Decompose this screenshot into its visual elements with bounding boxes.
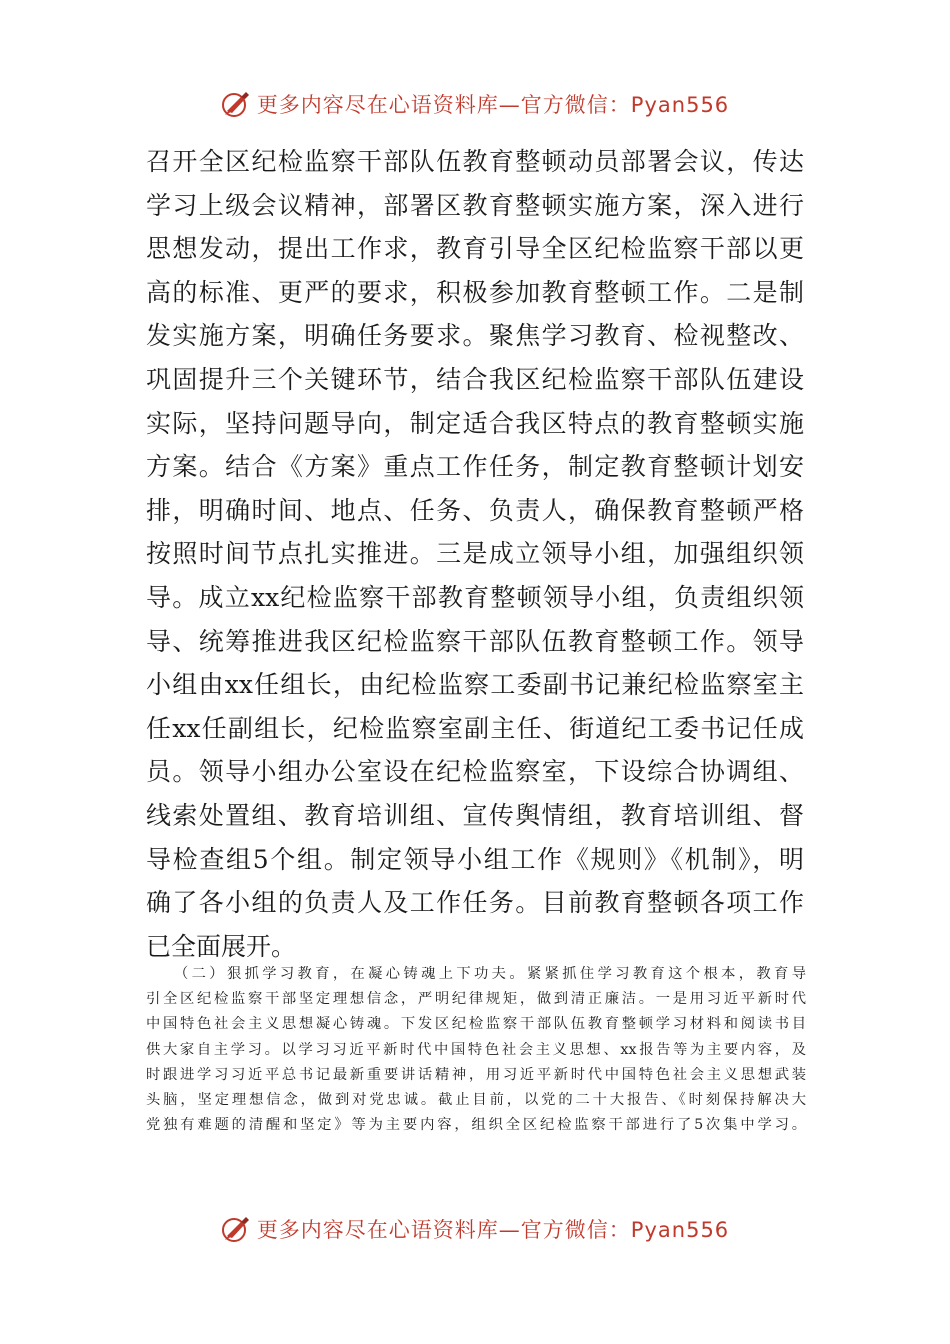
text-line: 排，明确时间、地点、任务、负责人，确保教育整顿严格 xyxy=(146,495,804,525)
text-line: 员。领导小组办公室设在纪检监察室，下设综合协调组、 xyxy=(146,757,804,787)
text-line: 时跟进学习习近平总书记最新重要讲话精神，用习近平新时代中国特色社会主义思想武装 xyxy=(146,1066,806,1083)
text-line: 召开全区纪检监察干部队伍教育整顿动员部署会议，传达 xyxy=(146,147,804,176)
text-line: 导、统筹推进我区纪检监察干部队伍教育整顿工作。领导 xyxy=(146,626,804,656)
text-line: 头脑，坚定理想信念，做到对党忠诚。截止目前，以党的二十大报告、《时刻保持解决大 xyxy=(146,1091,806,1108)
text-line: 思想发动，提出工作求，教育引导全区纪检监察干部以更 xyxy=(146,234,804,264)
pen-writing-icon xyxy=(221,89,251,119)
text-line: 实际，坚持问题导向，制定适合我区特点的教育整顿实施 xyxy=(146,408,804,438)
text-line: 中国特色社会主义思想凝心铸魂。下发区纪检监察干部队伍教育整顿学习材料和阅读书目 xyxy=(146,1016,806,1033)
section-paragraph xyxy=(146,962,806,1138)
text-line: 导。成立xx纪检监察干部教育整顿领导小组，负责组织领 xyxy=(146,582,804,612)
text-line: 供大家自主学习。以学习习近平新时代中国特色社会主义思想、xx报告等为主要内容，及 xyxy=(146,1041,806,1058)
text-line: 线索处置组、教育培训组、宣传舆情组，教育培训组、督 xyxy=(146,800,804,830)
text-line: 任xx任副组长，纪检监察室副主任、街道纪工委书记任成 xyxy=(146,713,804,743)
text-line: 已全面展开。 xyxy=(146,931,297,961)
text-line: 导检查组5个组。制定领导小组工作《规则》《机制》，明 xyxy=(146,844,804,874)
text-line: 高的标准、更严的要求，积极参加教育整顿工作。二是制 xyxy=(146,277,804,307)
footer-banner xyxy=(0,1207,950,1251)
text-line: 小组由xx任组长，由纪检监察工委副书记兼纪检监察室主 xyxy=(146,670,804,700)
banner-text: 更多内容尽在心语资料库—官方微信：Pyan556 xyxy=(256,93,730,117)
banner-text: 更多内容尽在心语资料库—官方微信：Pyan556 xyxy=(256,1218,730,1242)
main-paragraph xyxy=(146,140,804,968)
text-line: 引全区纪检监察干部坚定理想信念，严明纪律规矩，做到清正廉洁。一是用习近平新时代 xyxy=(146,991,806,1008)
text-line: 确了各小组的负责人及工作任务。目前教育整顿各项工作 xyxy=(146,888,804,918)
text-line: 党独有难题的清醒和坚定》等为主要内容，组织全区纪检监察干部进行了5次集中学习。 xyxy=(146,1117,806,1134)
pen-writing-icon xyxy=(221,1214,251,1244)
text-line: 学习上级会议精神，部署区教育整顿实施方案，深入进行 xyxy=(146,190,804,220)
text-line: 方案。结合《方案》重点工作任务，制定教育整顿计划安 xyxy=(146,452,804,482)
text-line: 发实施方案，明确任务要求。聚焦学习教育、检视整改、 xyxy=(146,321,804,351)
header-banner xyxy=(0,82,950,126)
text-line: 按照时间节点扎实推进。三是成立领导小组，加强组织领 xyxy=(146,539,804,569)
text-line: （二）狠抓学习教育，在凝心铸魂上下功夫。紧紧抓住学习教育这个根本，教育导 xyxy=(174,966,806,982)
text-line: 巩固提升三个关键环节，结合我区纪检监察干部队伍建设 xyxy=(146,364,804,394)
